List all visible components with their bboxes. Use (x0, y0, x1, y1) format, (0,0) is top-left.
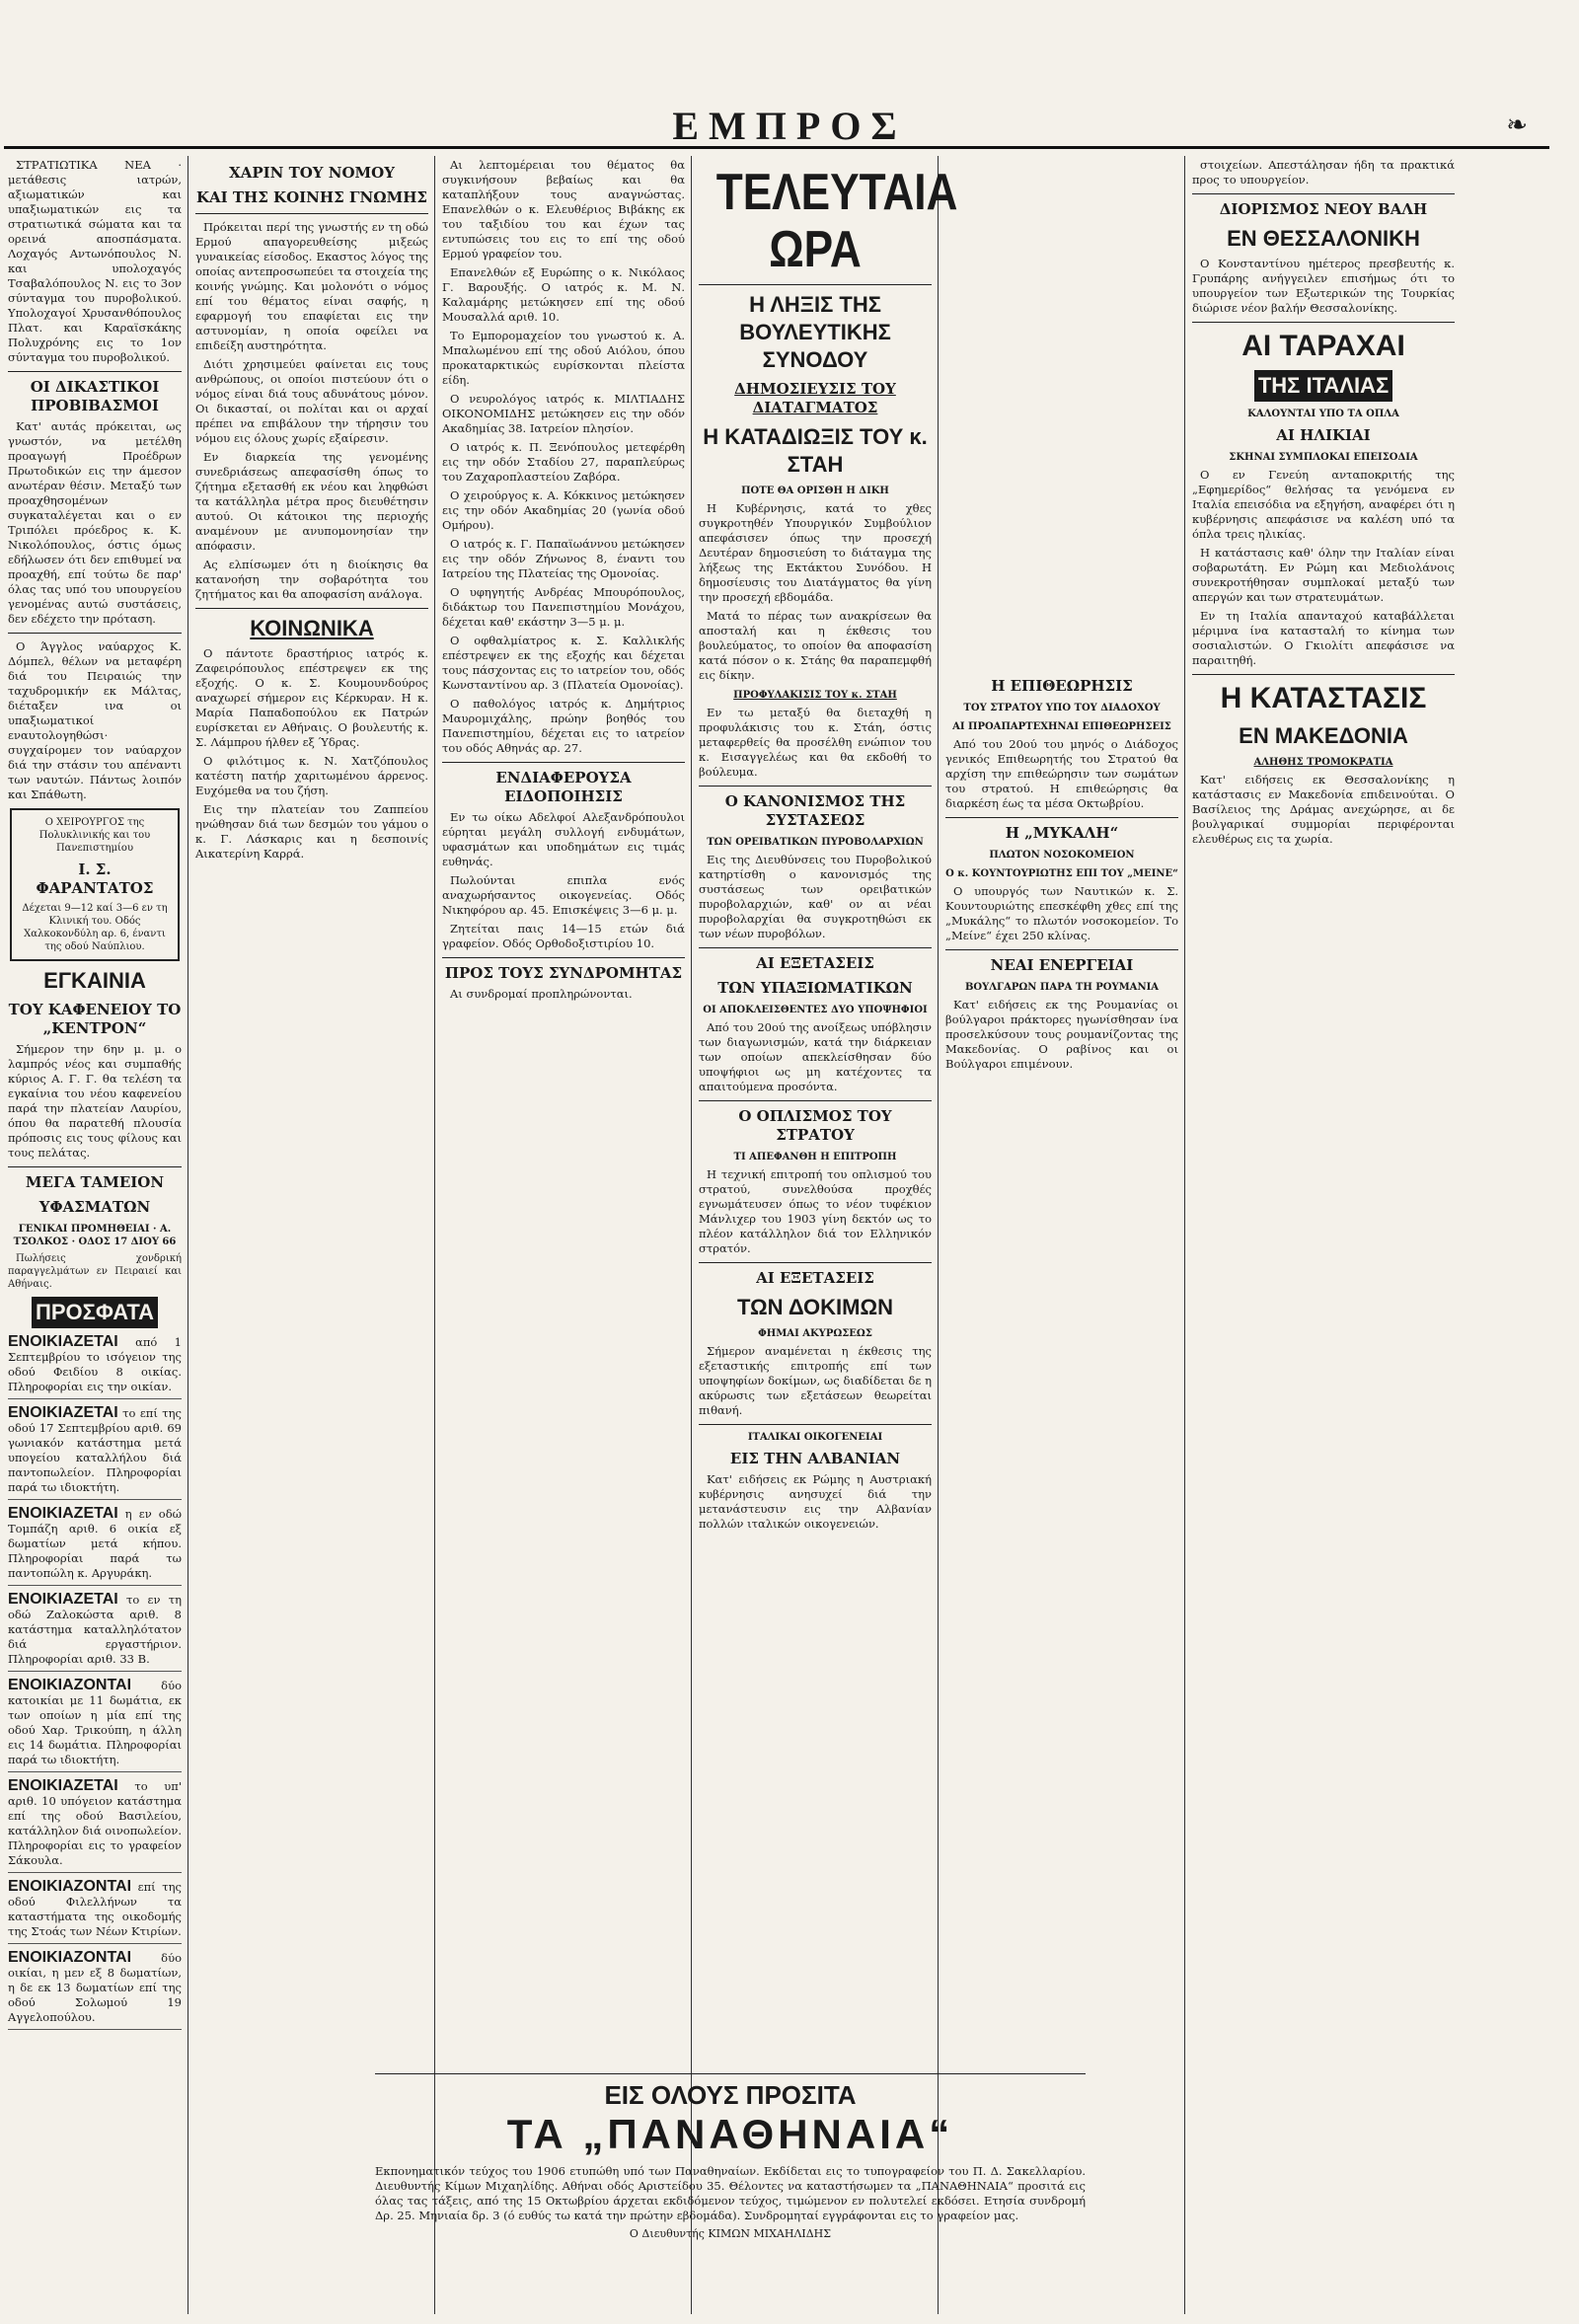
advert-name: Ι. Σ. ΦΑΡΑΝΤΑΤΟΣ (36, 861, 154, 897)
classified-ad-title: ΕΝΟΙΚΙΑΖΟΝΤΑΙ (8, 1677, 132, 1693)
headline: ΕΙΣ ΤΗΝ ΑΛΒΑΝΙΑΝ (729, 1450, 901, 1467)
masthead (0, 0, 1579, 148)
article-text: Ο υφηγητής Ανδρέας Μπουρόπουλος, διδάκτωρ του Πανεπιστημίου Μονάχου, δέχεται καθ' εκάστην 3—5 μ. μ. (442, 585, 685, 629)
article-text: Διότι χρησιμεύει φαίνεται εις τους ανθρώπους, οι οποίοι πιστεύουν ότι ο νόμος είναι διά τους αδυνάτους μόνον. Οι δικασταί, οι πολίται και οι αρχαί πρέπει να επιβάλουν την τήρησιν του νόμου εις όλους χωρίς εξαίρεσιν. (195, 357, 428, 445)
subheadline: ΑΙ ΠΡΟΑΠΑΡΤΕΧΗΝΑΙ ΕΠΙΘΕΩΡΗΣΕΙΣ (952, 721, 1171, 732)
classified-ad-text: το εν τη οδώ Ζαλοκώστα αριθ. 8 κατάστημα καταλληλότατον διά εργαστήριον. Πληροφορίαι αριθ. 33 Β. (8, 1593, 182, 1666)
subheadline: ΚΑΙ ΤΗΣ ΚΟΙΝΗΣ ΓΝΩΜΗΣ (195, 188, 427, 206)
classified-ad-text: δύο κατοικίαι με 11 δωμάτια, εκ των οποίων η μία επί της οδού Χαρ. Τρικούπη, η άλλη εις 14 δωμάτια. Πληροφορίαι παρά τω ιδιοκτήτη. (8, 1679, 182, 1766)
subheadline: ΤΩΝ ΟΡΕΙΒΑΤΙΚΩΝ ΠΥΡΟΒΟΛΑΡΧΙΩΝ (707, 837, 924, 848)
classified-ad-text: από 1 Σεπτεμβρίου το ισόγειον της οδού Φειδίου 8 οικίας. Πληροφορίαι εις την οικίαν. (8, 1335, 182, 1393)
article-text: Εν τω μεταξύ θα διεταχθή η προφυλάκισις του κ. Στάη, όστις μεταφερθείς θα προσέλθη ενώπιον του κ. Εισαγγελέως και θα εκδοθή το βούλευμα. (699, 706, 932, 779)
doctor-advert (10, 808, 180, 961)
column-1 (8, 158, 182, 2314)
article-text: Η Κυβέρνησις, κατά το χθες συγκροτηθέν Υπουργικόν Συμβούλιον απεφάσισεν όπως την προσεχή Δευτέραν δημοσιεύση το διάταγμα της λήξεως της Εκτάκτου Συνόδου. Η δημοσίευσις του Διατάγματος θα γίνη την προσεχή εβδομάδα. (699, 501, 932, 604)
classified-ad-title: ΕΝΟΙΚΙΑΖΕΤΑΙ (8, 1404, 118, 1421)
article-text: Ο νευρολόγος ιατρός κ. ΜΙΛΤΙΑΔΗΣ ΟΙΚΟΝΟΜΙΔΗΣ μετώκησεν εις την οδόν Ακαδημίας 38. Ιατρείον πλησίον. (442, 392, 685, 435)
article-text: Το Εμπορομαχείον του γνωστού κ. Α. Μπαλωμένου επί της οδού Αιόλου, όπου προκαταρκτικώς ευρίσκονται πλείστα είδη. (442, 329, 685, 387)
subheadline: ΟΙ ΑΠΟΚΛΕΙΣΘΕΝΤΕΣ ΔΥΟ ΥΠΟΨΗΦΙΟΙ (703, 1005, 928, 1015)
article-text: Πρόκειται περί της γνωστής εν τη οδώ Ερμού απαγορευθείσης μιξεώς γυναικείας είσοδος. Εκαστος λόγος της οποίας αντεπροσωπεύει τα στοιχεία της κοινής γνώμης. Και μολονότι ο νόμος επί του θέματος είναι σαφής, η εφαρμογή του επαφίεται εις την αστυνομίαν, η οποία οφείλει να επιδείξη αυστηρότητα. (195, 220, 428, 352)
article-text: Επανελθών εξ Ευρώπης ο κ. Νικόλαος Γ. Βαρουξής. Ο ιατρός κ. Μ. Ν. Καλαμάρης μετώκησεν επί της οδού Μουσαλλά αριθ. 10. (442, 265, 685, 324)
article-text: Εν τη Ιταλία απανταχού καταβάλλεται μέριμνα ίνα κατασταλή το κίνημα των σοσιαλιστών. Ο Γκιολίτι απεφάσισε να παραιτηθή. (1192, 609, 1455, 667)
headline-main: ΤΕΛΕΥΤΑΙΑ ΩΡΑ (715, 164, 958, 278)
subheadline: ΑΙ ΗΛΙΚΙΑΙ (1276, 426, 1371, 444)
subheadline: ΠΟΤΕ ΘΑ ΟΡΙΣΘΗ Η ΔΙΚΗ (741, 486, 889, 496)
article-text: Ο Άγγλος ναύαρχος Κ. Δόμπελ, θέλων να μεταφέρη διά του Πειραιώς την ταχυδρομικήν εκ Μάλτας, διέταξεν ινα οι υπαξιωματικοί εναυτολογηθώσι· συγχαίρομεν τον ναύαρχον διά την στάσιν του απέναντι των ναυτών. Πάντως λοιπόν και Σπάθωτη. (8, 639, 182, 801)
article-text: Εις την πλατείαν του Ζαππείου ηνώθησαν διά των δεσμών του γάμου ο κ. Γ. Λάσκαρις και η δεσποινίς Αικατερίνη Καρρά. (195, 802, 428, 861)
headline: ΤΗΣ ΙΤΑΛΙΑΣ (1192, 370, 1455, 402)
classified-ad (8, 1405, 182, 1500)
classified-ad (8, 1334, 182, 1399)
headline: ΑΙ ΕΞΕΤΑΣΕΙΣ (756, 954, 874, 972)
classified-ad-text: το επί της οδού 17 Σεπτεμβρίου αριθ. 69 γωνιακόν κατάστημα μετά υπογείου καταλλήλου διά παντοπωλείον. Πληροφορίαι παρά τω ιδιοκτήτη. (8, 1406, 182, 1494)
headline: Η ΚΑΤΑΔΙΩΞΙΣ ΤΟΥ κ. ΣΤΑΗ (703, 424, 928, 477)
article-text: Σήμερον την 6ην μ. μ. ο λαμπρός νέος και συμπαθής κύριος Α. Γ. Γ. θα τελέση τα εγκαίνια του νέου καφενείου παρά την πλατείαν Λαυρίου, όπου θα παρατεθή πλουσία πρόποσις εις τους φίλους και τους πελάτας. (8, 1042, 182, 1160)
article-text: Κατ' αυτάς πρόκειται, ως γνωστόν, να μετέλθη προαγωγή Προέδρων Πρωτοδικών εις την άμεσον ανωτέραν θέσιν. Μεταξύ των προαχθησομένων συγκαταλέγεται και ο εν Τριπόλει πρόεδρος κ. Κ. Νικολόπουλος, όστις όμως εδήλωσεν ότι δεν επιθυμεί να προαχθή, επί τούτω δε παρ' όλας τας υπό του υπουργείου γενομένας αυτώ συστάσεις, δεν εδέχετο την πρόταση. (8, 419, 182, 626)
banner-kicker: ΕΙΣ ΟΛΟΥΣ ΠΡΟΣΙΤΑ (604, 2080, 857, 2110)
article-text: Ο φιλότιμος κ. Ν. Χατζόπουλος κατέστη πατήρ χαριτωμένου άρρενος. Ευχόμεθα να του ζήση. (195, 754, 428, 797)
article-text: Ο ιατρός κ. Π. Ξενόπουλος μετεφέρθη εις την οδόν Σταδίου 27, παραπλεύρως του Ζαχαροπλαστείου Ζαβόρα. (442, 440, 685, 484)
headline: ΤΩΝ ΥΠΑΞΙΩΜΑΤΙΚΩΝ (717, 979, 913, 997)
classified-ad (8, 1678, 182, 1772)
headline: Η ΕΠΙΘΕΩΡΗΣΙΣ (991, 677, 1133, 695)
article-text: Η κατάστασις καθ' όλην την Ιταλίαν είναι σοβαρωτάτη. Εν Ρώμη και Μεδιολάνοις συνεκροτήθησαν συμπλοκαί μεταξύ των απεργών και των στρατευμάτων. (1192, 546, 1455, 604)
advert-text: Πωλήσεις χονδρική παραγγελμάτων εν Πειραιεί και Αθήναις. (8, 1253, 182, 1290)
subheadline: ΣΚΗΝΑΙ ΣΥΜΠΛΟΚΑΙ ΕΠΕΙΣΟΔΙΑ (1229, 452, 1418, 463)
article-text: Ο χειρούργος κ. Α. Κόκκινος μετώκησεν εις την οδόν Ακαδημίας 20 (γωνία οδού Ομήρου). (442, 488, 685, 532)
article-text: Η τεχνική επιτροπή του οπλισμού του στρατού, συνελθούσα προχθές εγνωμάτευσεν όπως το νέον τυφέκιον Μάνλιχερ του 1903 γίνη δεκτόν ως το πλέον κατάλληλον διά τον Ελληνικόν στρατόν. (699, 1167, 932, 1255)
article-text: στοιχείων. Απεστάλησαν ήδη τα πρακτικά προς το υπουργείον. (1192, 158, 1455, 187)
headline: ΔΙΟΡΙΣΜΟΣ ΝΕΟΥ ΒΑΛΗ (1219, 200, 1428, 218)
headline: ΕΝΔΙΑΦΕΡΟΥΣΑ ΕΙΔΟΠΟΙΗΣΙΣ (495, 769, 632, 805)
article-text: Ο πάντοτε δραστήριος ιατρός κ. Ζαφειρόπουλος επέστρεψεν εκ της εξοχής. Ο κ. Σ. Κουμουνδούρος αναχωρεί σήμερον εις Κέρκυραν. Η κ. Μαρία Παπαδοπούλου εκ Πατρών ευρίσκεται εν Αθήναις. Ο βουλευτής κ. Σ. Λάμπρου ήλθεν εξ Ύδρας. (195, 646, 428, 749)
article-text: Ο εν Γενεύη ανταποκριτής της „Εφημερίδος“ θελήσας τα γενόμενα εν Ιταλία επεισόδια να εξηγήση, αναφέρει ότι η κυβέρνησις απεφάσισε να καλέση υπό τα όπλα τρεις ηλικίας. (1192, 468, 1455, 541)
classified-ad (8, 1592, 182, 1672)
advert-text: ΓΕΝΙΚΑΙ ΠΡΟΜΗΘΕΙΑΙ · Α. ΤΣΟΛΚΟΣ · ΟΔΟΣ 17 ΔΙΟΥ 66 (13, 1224, 177, 1247)
subheadline: ΤΟΥ ΣΤΡΑΤΟΥ ΥΠΟ ΤΟΥ ΔΙΑΔΟΧΟΥ (963, 703, 1161, 713)
classified-ads (8, 1334, 182, 2030)
masthead-rule (4, 146, 1549, 149)
article-text: Ο ιατρός κ. Γ. Παπαϊωάννου μετώκησεν εις την οδόν Ζήνωνος 8, έναντι του Ιατρείου της Πλατείας της Ομονοίας. (442, 537, 685, 580)
classified-ad (8, 1879, 182, 1944)
article-text: Ματά το πέρας των ανακρίσεων θα αποσταλή και η έκθεσις του βουλεύματος, το οποίον θα αποφασίση κατά πόσον ο κ. Στάης θα παραπεμφθή εις δίκην. (699, 609, 932, 682)
classified-ad (8, 1506, 182, 1586)
classified-ad-title: ΕΝΟΙΚΙΑΖΕΤΑΙ (8, 1591, 118, 1608)
subheadline: ΑΛΗΘΗΣ ΤΡΟΜΟΚΡΑΤΙΑ (1253, 757, 1393, 768)
classified-ad-title: ΕΝΟΙΚΙΑΖΕΤΑΙ (8, 1333, 118, 1350)
article-text: Εν τω οίκω Αδελφοί Αλεξανδρόπουλοι εύρηται μεγάλη συλλογή ενδυμάτων, υφασμάτων και υποδημάτων εις τιμάς ευθηνάς. (442, 810, 685, 868)
article-text: Σήμερον αναμένεται η έκθεσις της εξεταστικής επιτροπής επί των υποψηφίων δοκίμων, ως διαδίδεται δε η ακύρωσις των εξετάσεων θεωρείται πιθανή. (699, 1344, 932, 1417)
column-5 (945, 158, 1178, 2314)
article-text: Αι συνδρομαί προπληρώνονται. (450, 987, 633, 1001)
article-text: Πωλούνται επιπλα ενός αναχωρήσαντος οικογενείας. Οδός Νικηφόρου αρ. 45. Επισκέψεις 3—6 μ. μ. (442, 873, 685, 917)
subheadline: ΔΗΜΟΣΙΕΥΣΙΣ ΤΟΥ ΔΙΑΤΑΓΜΑΤΟΣ (734, 380, 896, 416)
article-text: Ο παθολόγος ιατρός κ. Δημήτριος Μαυρομιχάλης, πρώην βοηθός του Πανεπιστημίου, δέχεται εις το ιατρείον του οδός Αθηνάς αρ. 27. (442, 697, 685, 755)
headline: ΚΟΙΝΩΝΙΚΑ (250, 616, 374, 640)
classified-ad (8, 1778, 182, 1873)
subheadline: ΤΟΥ ΚΑΦΕΝΕΙΟΥ ΤΟ „ΚΕΝΤΡΟΝ“ (8, 1001, 182, 1037)
classified-ad-text: δύο οικίαι, η μεν εξ 8 δωματίων, η δε εκ 13 δωματίων επί της οδού Σολωμού 19 Αγγελοπούλου. (8, 1951, 182, 2024)
article-text: Εις της Διευθύνσεις του Πυροβολικού κατηρτίσθη ο κανονισμός της συστάσεως των ορειβατικών πυροβολαρχιών, καθ' ον αι νέαι πυροβολαρχίαι θα συγκροτηθώσι εκ των νέων πυροβόλων. (699, 853, 932, 940)
subheadline: Ο κ. ΚΟΥΝΤΟΥΡΙΩΤΗΣ ΕΠΙ ΤΟΥ „ΜΕΙΝΕ“ (945, 868, 1178, 879)
headline: ΧΑΡΙΝ ΤΟΥ ΝΟΜΟΥ (229, 164, 395, 182)
subheadline: ΤΙ ΑΠΕΦΑΝΘΗ Η ΕΠΙΤΡΟΠΗ (733, 1152, 897, 1162)
classified-ad-title: ΕΝΟΙΚΙΑΖΕΤΑΙ (8, 1777, 118, 1794)
advert-text: Δέχεται 9—12 καί 3—6 εν τη Κλινική του. Οδός Χαλκοκονδύλη αρ. 6, έναντι της οδού Ναύπλιου. (22, 903, 168, 952)
classified-ad (8, 1950, 182, 2030)
article-text: Αι λεπτομέρειαι του θέματος θα συγκινήσουν βεβαίως και θα καταπλήξουν τους αναγνώστας. Επανελθών ο κ. Ελευθέριος Βιβάκης εκ του ταξιδίου του και έχων τας εντυπώσεις του εις το επί της οδού Ερμού γραφείον του. (442, 158, 685, 261)
headline: ΕΝ ΘΕΣΣΑΛΟΝΙΚΗ (1227, 226, 1420, 251)
classified-ad-title: ΕΝΟΙΚΙΑΖΕΤΑΙ (8, 1505, 118, 1522)
article-text: Από του 20ού της ανοίξεως υπόβλησιν των διαγωνισμών, κατά την διάρκειαν των οποίων απεκλείσθησαν δύο υποψήφιοι ως μη κατέχοντες τα απαιτούμενα προσόντα. (699, 1020, 932, 1093)
headline: ΠΡΟΣ ΤΟΥΣ ΣΥΝΔΡΟΜΗΤΑΣ (444, 964, 683, 982)
classified-ad-title: ΕΝΟΙΚΙΑΖΟΝΤΑΙ (8, 1878, 132, 1895)
article-text: Ζητείται παις 14—15 ετών διά γραφείον. Οδός Ορθοδοξιστιρίου 10. (442, 922, 685, 950)
article-text: Από του 20ού του μηνός ο Διάδοχος γενικός Επιθεωρητής του Στρατού θα αρχίση την επιθεώρησιν των σωμάτων του στρατού. Η επιθεώρησις θα διαρκέση έως τα μέσα Οκτωβρίου. (945, 737, 1178, 810)
article-text: Εν διαρκεία της γενομένης συνεδριάσεως απεφασίσθη όπως το ζήτημα εξετασθή εκ νέου και ληφθώσι τα κατάλληλα μέτρα προς διευθέτησιν αυτού. Οι κάτοικοι της περιοχής αναμένουν με ανυπομονησίαν την απόφασιν. (195, 450, 428, 553)
article-text: Ας ελπίσωμεν ότι η διοίκησις θα κατανοήση την σοβαρότητα του ζητήματος και θα αποφασίση ανάλογα. (195, 558, 428, 601)
column-divider (691, 156, 692, 2314)
headline: Η „ΜΥΚΑΛΗ“ (1005, 824, 1119, 842)
column-6 (1192, 158, 1455, 2314)
headline: Η ΚΑΤΑΣΤΑΣΙΣ (1220, 682, 1427, 714)
banner-text: Εκπονηματικόν τεύχος του 1906 ετυπώθη υπό των Παναθηναίων. Εκδίδεται εις το τυπογραφείον του Π. Δ. Σακελλαρίου. Διευθυντής Κίμων Μιχαηλίδης. Αθήναι οδός Αριστείδου 35. Θέλοντες να καταστήσωμεν τα „ΠΑΝΑΘΗΝΑΙΑ“ προσιτά εις όλας τας τάξεις, από της 15 Οκτωβρίου άρχεται εκδιδόμενον τεύχος, τιμώμενον εν πολυτελεί εκδόσει. Ετησία συνδρομή Δρ. 25. Μηνιαία δρ. 3 (ό ευθύς τω κατά την πρώτην εβδομάδα). Συνδρομηταί εγγράφονται εις το γραφείον μας. (375, 2164, 1086, 2222)
headline: ΕΝ ΜΑΚΕΔΟΝΙΑ (1239, 723, 1408, 748)
subheadline: ΠΛΩΤΟΝ ΝΟΣΟΚΟΜΕΙΟΝ (989, 850, 1135, 861)
classified-ad-title: ΕΝΟΙΚΙΑΖΟΝΤΑΙ (8, 1949, 132, 1966)
subheadline: ΒΟΥΛΓΑΡΩΝ ΠΑΡΑ ΤΗ ΡΟΥΜΑΝΙΑ (964, 982, 1160, 993)
ornament-icon: ❧ (1506, 111, 1528, 140)
headline: ΝΕΑΙ ΕΝΕΡΓΕΙΑΙ (990, 956, 1134, 974)
headline: Η ΛΗΞΙΣ ΤΗΣ ΒΟΥΛΕΥΤΙΚΗΣ ΣΥΝΟΔΟΥ (739, 292, 891, 372)
classified-ad-text: η εν οδώ Τομπάζη αριθ. 6 οικία εξ δωματίων μετά κήπου. Πληροφορίαι παρά τω παντοπώλη κ. Αργυράκη. (8, 1507, 182, 1580)
subheadline: ΚΑΛΟΥΝΤΑΙ ΥΠΟ ΤΑ ΟΠΛΑ (1247, 409, 1399, 419)
article-text: Ο οφθαλμίατρος κ. Σ. Καλλικλής επέστρεψεν εκ της εξοχής και δέχεται τους πάσχοντας εις το ιατρείον του, οδός Κωνσταντίνου αρ. 3 (Πλατεία Ομονοίας). (442, 634, 685, 692)
subheadline: ΦΗΜΑΙ ΑΚΥΡΩΣΕΩΣ (758, 1328, 872, 1339)
banner-signature: Ο Διευθυντής ΚΙΜΩΝ ΜΙΧΑΗΛΙΔΗΣ (629, 2227, 832, 2240)
column-divider (434, 156, 435, 2314)
headline: ΠΡΟΣΦΑΤΑ (8, 1297, 182, 1328)
subheadline: ΠΡΟΦΥΛΑΚΙΣΙΣ ΤΟΥ κ. ΣΤΑΗ (733, 690, 897, 701)
headline: ΤΩΝ ΔΟΚΙΜΩΝ (736, 1295, 894, 1319)
classified-ad-text: επί της οδού Φιλελλήνων τα καταστήματα της οικοδομής της Στοάς των Νέων Κτιρίων. (8, 1880, 182, 1938)
advert-text: Ο ΧΕΙΡΟΥΡΓΟΣ της Πολυκλινικής και του Πανεπιστημίου (38, 817, 151, 854)
headline: Ο ΚΑΝΟΝΙΣΜΟΣ ΤΗΣ ΣΥΣΤΑΣΕΩΣ (724, 792, 906, 829)
headline: ΑΙ ΤΑΡΑΧΑΙ (1241, 330, 1405, 362)
column-divider (938, 156, 939, 2314)
article-text: Ο Κονσταντίνου ημέτερος πρεσβευτής κ. Γρυπάρης ανήγγειλεν επισήμως ότι το υπουργείον των Εξωτερικών της Τουρκίας διώρισε νέον βαλήν Θεσσαλονίκης. (1192, 257, 1455, 315)
column-3 (442, 158, 685, 2048)
article-text: Κατ' ειδήσεις εκ της Ρουμανίας οι βούλγαροι πράκτορες ηγωνίσθησαν ίνα προσελκύσουν τους ρουμανίζοντας της Μακεδονίας. Ο ραβίνος και οι Βούλγαροι επιμένουν. (945, 998, 1178, 1071)
headline: ΙΤΑΛΙΚΑΙ ΟΙΚΟΓΕΝΕΙΑΙ (747, 1432, 883, 1443)
column-4 (699, 158, 958, 2314)
panathinaia-banner (375, 2067, 1086, 2240)
subheadline: ΥΦΑΣΜΑΤΩΝ (38, 1198, 151, 1216)
classified-ad-text: το υπ' αριθ. 10 υπόγειον κατάστημα επί της οδού Βασιλείου, κατάλληλον διά οινοπωλείον. Πληροφορίαι εις το γραφείον Σάκουλα. (8, 1779, 183, 1867)
banner-title: ΤΑ „ΠΑΝΑΘΗΝΑΙΑ“ (506, 2111, 954, 2157)
headline: Ο ΟΠΛΙΣΜΟΣ ΤΟΥ ΣΤΡΑΤΟΥ (738, 1107, 892, 1144)
headline: ΑΙ ΕΞΕΤΑΣΕΙΣ (756, 1269, 874, 1287)
newspaper-title: ΕΜΠΡΟΣ (672, 104, 907, 148)
headline: ΜΕΓΑ ΤΑΜΕΙΟΝ (25, 1173, 165, 1191)
article-text: ΣΤΡΑΤΙΩΤΙΚΑ ΝΕΑ · μετάθεσις ιατρών, αξιωματικών και υπαξιωματικών εις τα στρατιωτικά σώματα και τα ορεινά αποσπάσματα. Λοχαγός Αντωνόπουλος Ν. και υπολοχαγός Τσαβαλόπουλος Ν. εις το 3ον σύνταγμα του πυροβολικού. Υπολοχαγοί Χρυσανθόπουλος Πλατ. και Καραϊσκάκης Πολυχρόνης εις το 1ον σύνταγμα του πυροβολικού. (8, 158, 182, 364)
article-text: Κατ' ειδήσεις εκ Θεσσαλονίκης η κατάστασις εν Μακεδονία επιδεινούται. Ο Βασίλειος της Δράμας ανεχώρησε, αι δε βουλγαρικαί συμμορίαι περιφέρονται ελευθέρως εις τα χωρία. (1192, 773, 1455, 846)
column-2 (195, 158, 428, 2314)
article-text: Ο υπουργός των Ναυτικών κ. Σ. Κουντουριώτης επεσκέφθη χθες επί της „Μυκάλης“ το πλωτόν νοσοκομείον. Το „Μείνε“ έχει 250 κλίνας. (945, 884, 1178, 942)
headline: ΟΙ ΔΙΚΑΣΤΙΚΟΙ ΠΡΟΒΙΒΑΣΜΟΙ (30, 378, 160, 414)
article-text: Κατ' ειδήσεις εκ Ρώμης η Αυστριακή κυβέρνησις ανησυχεί διά την μετανάστευσιν εις την Αλβανίαν πολλών ιταλικών οικογενειών. (699, 1472, 932, 1531)
column-divider (1184, 156, 1185, 2314)
headline: ΕΓΚΑΙΝΙΑ (43, 968, 146, 993)
